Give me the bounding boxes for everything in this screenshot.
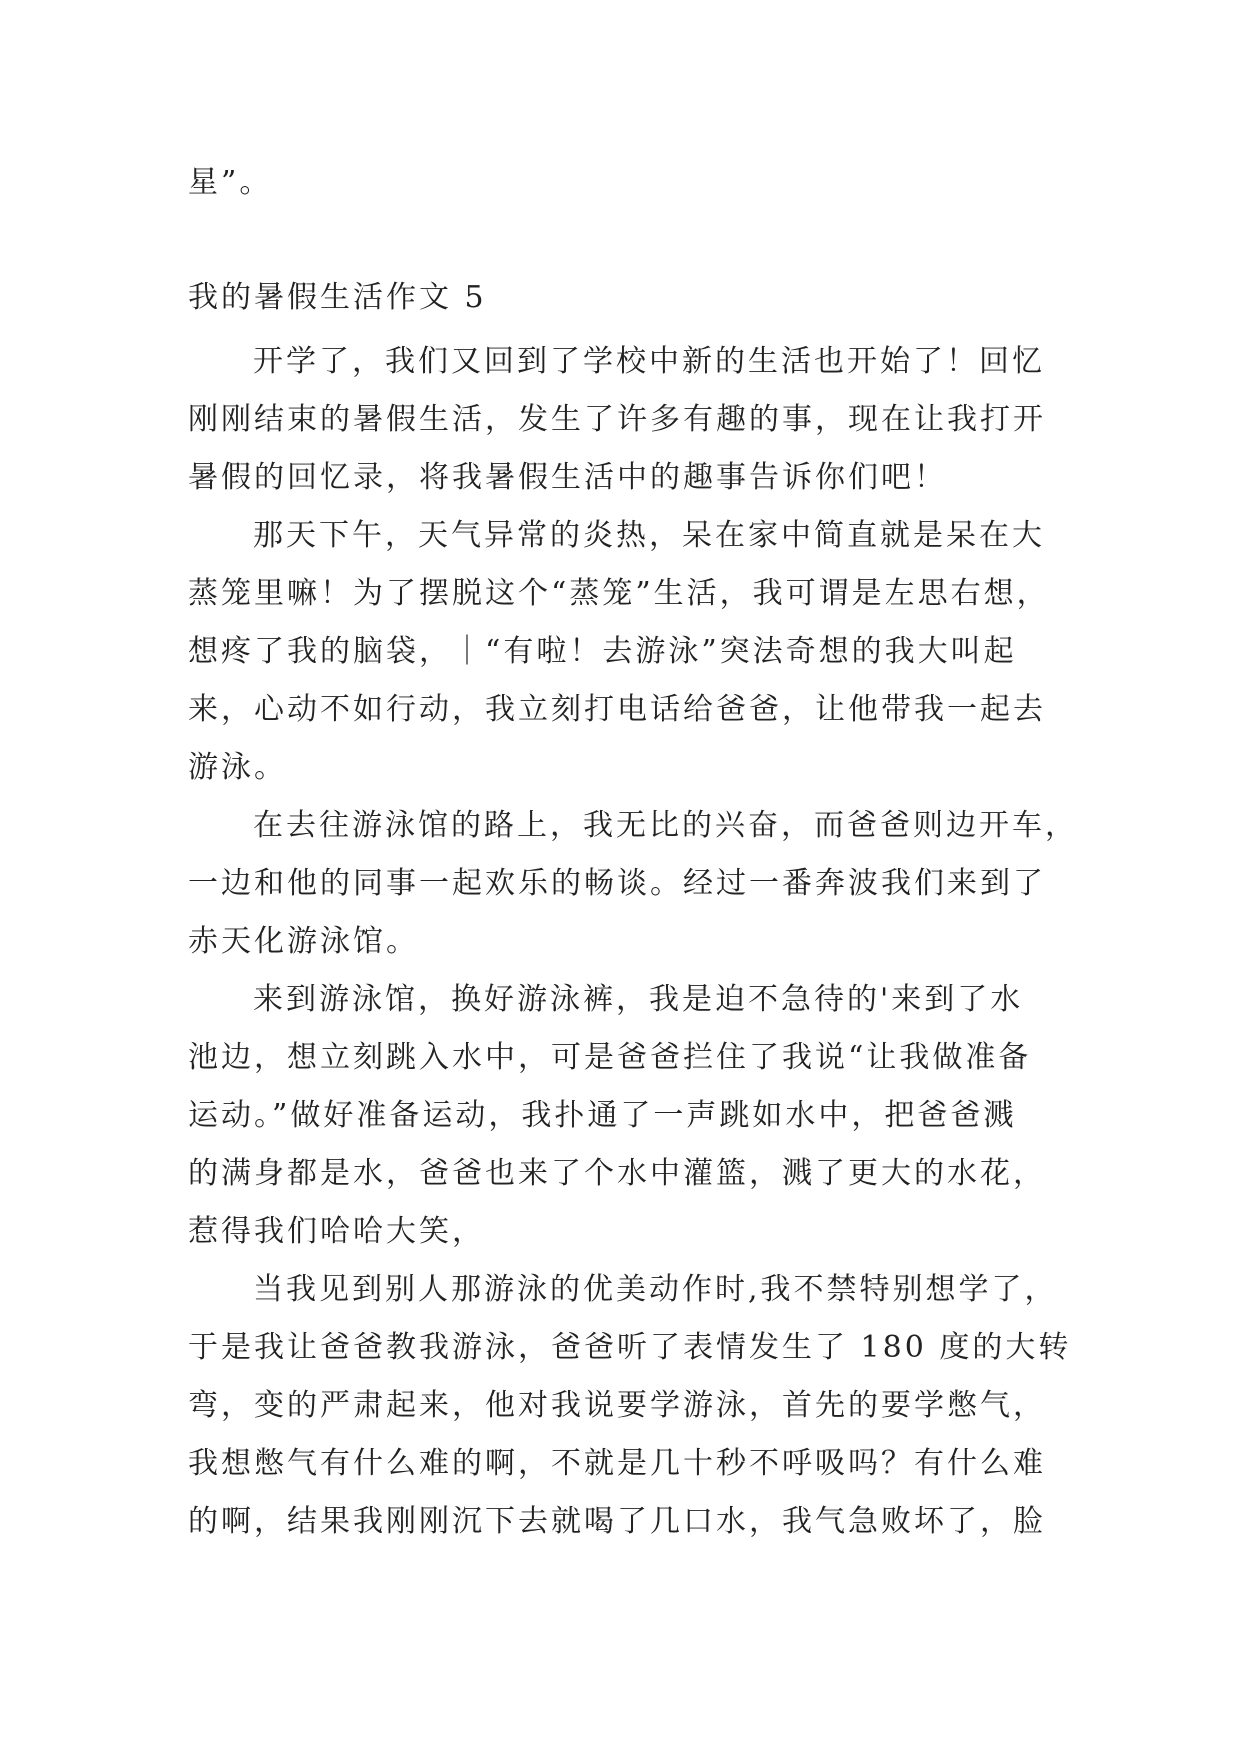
text-line: 运动。”做好准备运动，我扑通了一声跳如水中，把爸爸溅 [188,1098,1017,1133]
text-line: 来到游泳馆，换好游泳裤，我是迫不急待的'来到了水 [253,982,1024,1017]
text-line: 星”。 [188,165,273,200]
text-line: 池边，想立刻跳入水中，可是爸爸拦住了我说“让我做准备 [188,1040,1032,1075]
text-line: 蒸笼里嘛！为了摆脱这个“蒸笼”生活，我可谓是左思右想， [188,576,1050,611]
text-line: 游泳。 [188,750,287,785]
section-title: 我的暑假生活作文 5 [188,280,487,315]
text-line: 于是我让爸爸教我游泳，爸爸听了表情发生了 180 度的大转 [188,1330,1072,1365]
text-line: 开学了，我们又回到了学校中新的生活也开始了！回忆 [253,344,1045,379]
text-line: 当我见到别人那游泳的优美动作时,我不禁特别想学了， [253,1272,1058,1307]
text-line: 那天下午，天气异常的炎热，呆在家中简直就是呆在大 [253,518,1045,553]
text-line: 的满身都是水，爸爸也来了个水中灌篮，溅了更大的水花， [188,1156,1046,1191]
text-line: 来，心动不如行动，我立刻打电话给爸爸，让他带我一起去 [188,692,1046,727]
text-line: 在去往游泳馆的路上，我无比的兴奋，而爸爸则边开车， [253,808,1078,843]
text-line: 惹得我们哈哈大笑， [188,1214,485,1249]
text-line: 一边和他的同事一起欢乐的畅谈。经过一番奔波我们来到了 [188,866,1046,901]
text-line: 弯，变的严肃起来，他对我说要学游泳，首先的要学憋气， [188,1388,1046,1423]
text-line: 赤天化游泳馆。 [188,924,419,959]
text-line: 暑假的回忆录，将我暑假生活中的趣事告诉你们吧！ [188,460,947,495]
text-line: 刚刚结束的暑假生活，发生了许多有趣的事，现在让我打开 [188,402,1046,437]
text-line: 我想憋气有什么难的啊，不就是几十秒不呼吸吗？有什么难 [188,1446,1046,1481]
text-line: 想疼了我的脑袋，｜“有啦！去游泳”突法奇想的我大叫起 [188,634,1017,669]
text-line: 的啊，结果我刚刚沉下去就喝了几口水，我气急败坏了，脸 [188,1504,1046,1539]
